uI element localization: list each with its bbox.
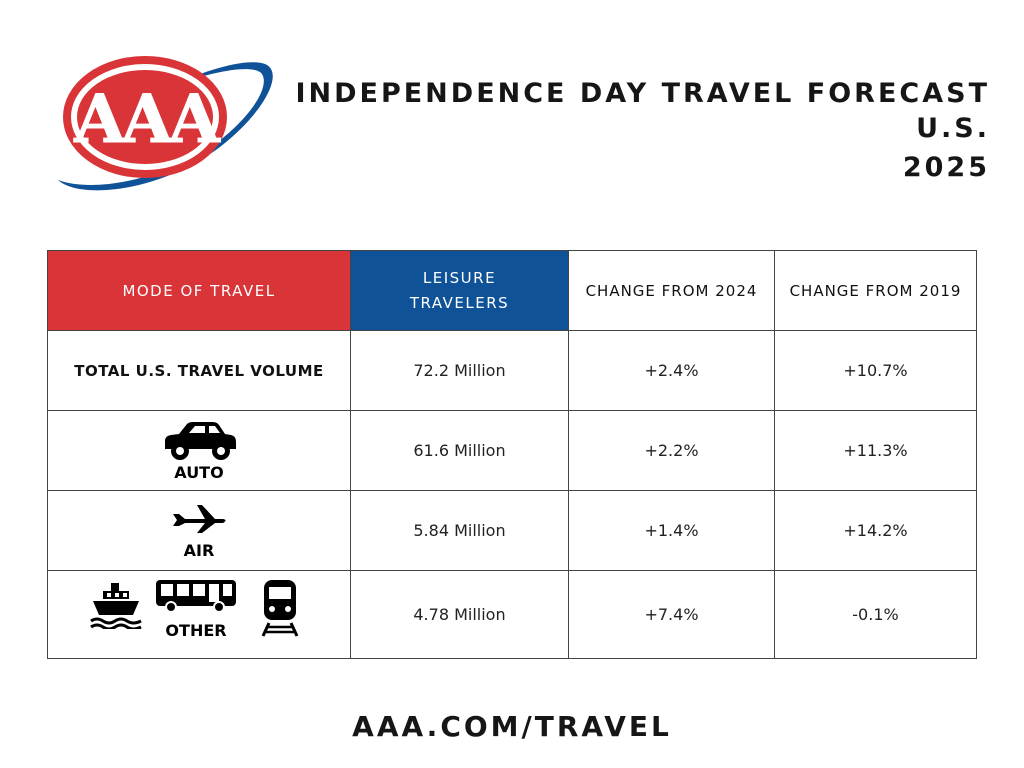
- mode-cell-other: [48, 571, 351, 659]
- change-2019-cell: +11.3%: [775, 411, 977, 491]
- mode-cell-total: [48, 331, 351, 411]
- mode-label-air: AIR: [183, 541, 215, 560]
- change-2024-cell: +7.4%: [569, 571, 775, 659]
- travelers-cell: 72.2 Million: [351, 331, 569, 411]
- header-leisure-travelers: [351, 251, 569, 331]
- table-row: [48, 491, 977, 571]
- airplane-icon: [169, 501, 229, 535]
- mode-cell-air: [48, 491, 351, 571]
- change-2024-cell: +1.4%: [569, 491, 775, 571]
- travel-forecast-table: [47, 250, 977, 659]
- change-2019-cell: +14.2%: [775, 491, 977, 571]
- change-2019-cell: +10.7%: [775, 331, 977, 411]
- mode-label-auto: AUTO: [174, 463, 224, 482]
- header-change-2024: CHANGE FROM 2024: [569, 251, 775, 331]
- table-row: [48, 571, 977, 659]
- travelers-cell: 4.78 Million: [351, 571, 569, 659]
- table-row: [48, 331, 977, 411]
- header-leisure-label: LEISURE TRAVELERS: [409, 268, 510, 312]
- mode-cell-auto: [48, 411, 351, 491]
- change-2024-cell: +2.2%: [569, 411, 775, 491]
- title-line-1: INDEPENDENCE DAY TRAVEL FORECAST: [295, 78, 990, 109]
- travelers-cell: 61.6 Million: [351, 411, 569, 491]
- header-change-2019: CHANGE FROM 2019: [775, 251, 977, 331]
- travelers-cell: 5.84 Million: [351, 491, 569, 571]
- footer-url: AAA.COM/TRAVEL: [352, 710, 672, 743]
- other-icons-group: [89, 575, 309, 655]
- bus-icon: [155, 579, 237, 613]
- page-title: [295, 76, 990, 185]
- ship-icon: [89, 581, 143, 629]
- logo-text: AAA: [74, 80, 216, 158]
- header-mode: MODE OF TRAVEL: [48, 251, 351, 331]
- title-line-2: U.S.: [916, 113, 990, 144]
- mode-label-total: TOTAL U.S. TRAVEL VOLUME: [74, 362, 324, 380]
- aaa-logo: [40, 52, 290, 202]
- change-2024-cell: +2.4%: [569, 331, 775, 411]
- mode-label-other: OTHER: [165, 620, 227, 640]
- car-icon: [159, 419, 239, 463]
- train-icon: [261, 579, 299, 637]
- title-year: 2025: [902, 152, 990, 183]
- table-header-row: [48, 251, 977, 331]
- table-row: [48, 411, 977, 491]
- change-2019-cell: -0.1%: [775, 571, 977, 659]
